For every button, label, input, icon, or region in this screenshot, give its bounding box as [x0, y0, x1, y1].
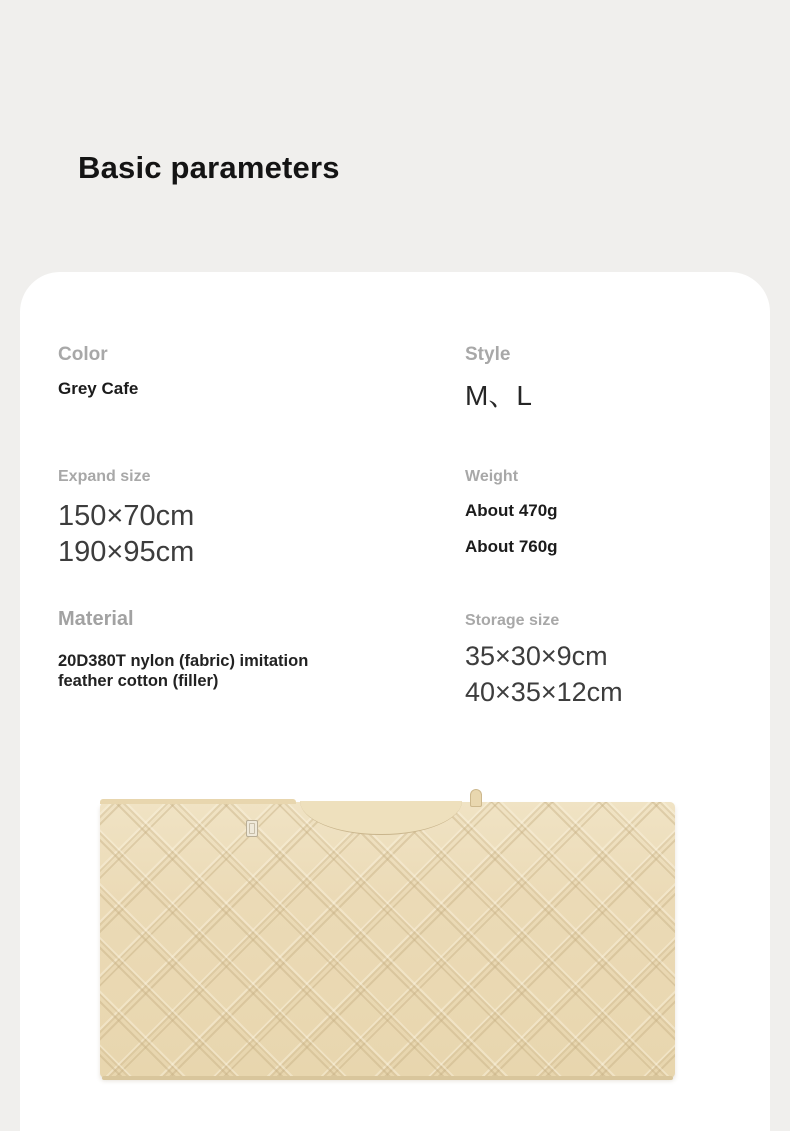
param-style: [465, 344, 532, 414]
param-weight-value: About 470g: [465, 501, 558, 520]
param-color-value: Grey Cafe: [58, 379, 139, 398]
param-weight-values: [465, 500, 558, 557]
mat-hanging-loop: [470, 789, 482, 807]
param-weight-value: About 760g: [465, 537, 558, 556]
param-material-values: [58, 651, 368, 691]
param-storage-size-values: [465, 638, 623, 710]
param-color: [58, 344, 138, 399]
param-expand-size-label: Expand size: [58, 468, 151, 485]
param-material: [58, 608, 368, 691]
param-weight-label: Weight: [465, 468, 519, 485]
param-color-label: Color: [58, 344, 108, 365]
param-material-label: Material: [58, 608, 134, 630]
param-style-label: Style: [465, 344, 511, 365]
param-storage-size-value: 35×30×9cm: [465, 641, 608, 671]
brand-tag: [246, 820, 258, 837]
parameters-card: [20, 272, 770, 1131]
param-storage-size-value: 40×35×12cm: [465, 677, 623, 707]
param-expand-size: [58, 468, 194, 570]
param-weight: [465, 468, 558, 572]
param-material-value: 20D380T nylon (fabric) imitation: [58, 652, 309, 670]
param-storage-size: [465, 612, 623, 710]
product-photo-quilted-mat: [100, 802, 675, 1078]
param-material-value: feather cotton (filler): [58, 672, 219, 690]
mat-smooth-head-panel: [300, 801, 462, 835]
param-style-value: M、L: [465, 380, 532, 411]
param-expand-size-value: 150×70cm: [58, 500, 195, 532]
param-storage-size-label: Storage size: [465, 612, 560, 629]
mat-top-seam: [100, 799, 296, 804]
section-title: Basic parameters: [78, 150, 340, 185]
param-expand-size-value: 190×95cm: [58, 536, 195, 568]
param-expand-size-values: [58, 498, 194, 570]
